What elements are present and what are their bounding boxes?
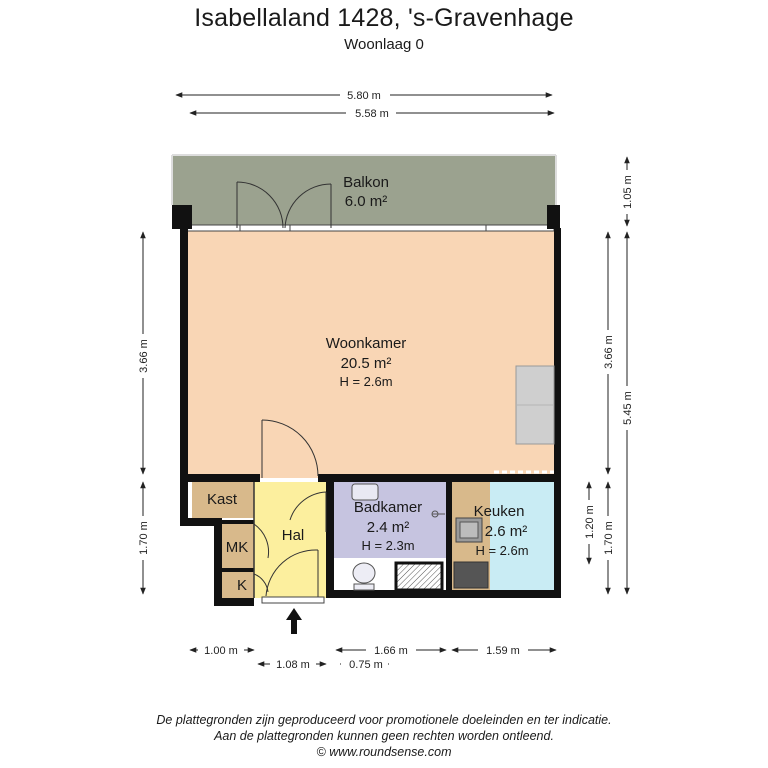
- balkon-label: Balkon: [343, 174, 389, 191]
- stove-icon: [454, 562, 488, 588]
- dim-right-total: 5.45 m: [622, 391, 634, 425]
- dim-right-lower: 1.70 m: [603, 521, 615, 555]
- dim-bottom-keuken: 1.59 m: [486, 645, 520, 657]
- front-door-threshold: [262, 597, 324, 603]
- keuken-label: Keuken: [473, 503, 525, 520]
- entrance-arrow-icon: [286, 608, 302, 634]
- shaft-hatch: [396, 563, 442, 590]
- copyright-link[interactable]: © www.roundsense.com: [316, 745, 452, 759]
- dim-left-upper: 3.66 m: [138, 339, 150, 373]
- dim-bottom-hal: 1.08 m: [276, 659, 310, 671]
- facade-glass: [186, 225, 554, 231]
- dim-top-total: 5.80 m: [347, 90, 381, 102]
- disclaimer-line-1: De plattegronden zijn geproduceerd voor promotionele doeleinden en ter indicatie.: [156, 713, 612, 727]
- badkamer-label: Badkamer: [353, 499, 423, 516]
- dim-left-lower: 1.70 m: [138, 521, 150, 555]
- mk-label: MK: [225, 539, 249, 556]
- dim-top-inner: 5.58 m: [355, 108, 389, 120]
- keuken-area-label: 2.6 m²: [484, 523, 528, 540]
- dim-right-balcony: 1.05 m: [622, 175, 634, 209]
- sink-icon: [352, 484, 378, 500]
- k-label: K: [236, 577, 248, 594]
- badkamer-height-label: H = 2.3m: [361, 538, 415, 553]
- dim-right-upper: 3.66 m: [603, 335, 615, 369]
- dim-bottom-bad: 1.66 m: [374, 645, 408, 657]
- badkamer-area-label: 2.4 m²: [366, 519, 410, 536]
- toilet-icon: [353, 563, 375, 583]
- woonkamer-label: Woonkamer: [325, 335, 407, 352]
- disclaimer-line-2: Aan de plattegronden kunnen geen rechten worden ontleend.: [214, 729, 554, 743]
- kast-label: Kast: [206, 491, 238, 508]
- hal-label: Hal: [281, 527, 305, 544]
- dim-right-keuken: 1.20 m: [584, 505, 596, 539]
- woonkamer-area-label: 20.5 m²: [340, 355, 392, 372]
- keuken-height-label: H = 2.6m: [475, 543, 529, 558]
- woonkamer-height-label: H = 2.6m: [339, 374, 393, 389]
- floor-level-label: Woonlaag 0: [344, 36, 424, 53]
- dim-bottom-left: 1.00 m: [204, 645, 238, 657]
- balkon-area: [172, 155, 556, 229]
- plan-title: Isabellaland 1428, 's-Gravenhage: [194, 4, 574, 32]
- balkon-area-label: 6.0 m²: [344, 193, 388, 210]
- woonkamer-area: [186, 228, 554, 478]
- dim-bottom-door: 0.75 m: [349, 659, 383, 671]
